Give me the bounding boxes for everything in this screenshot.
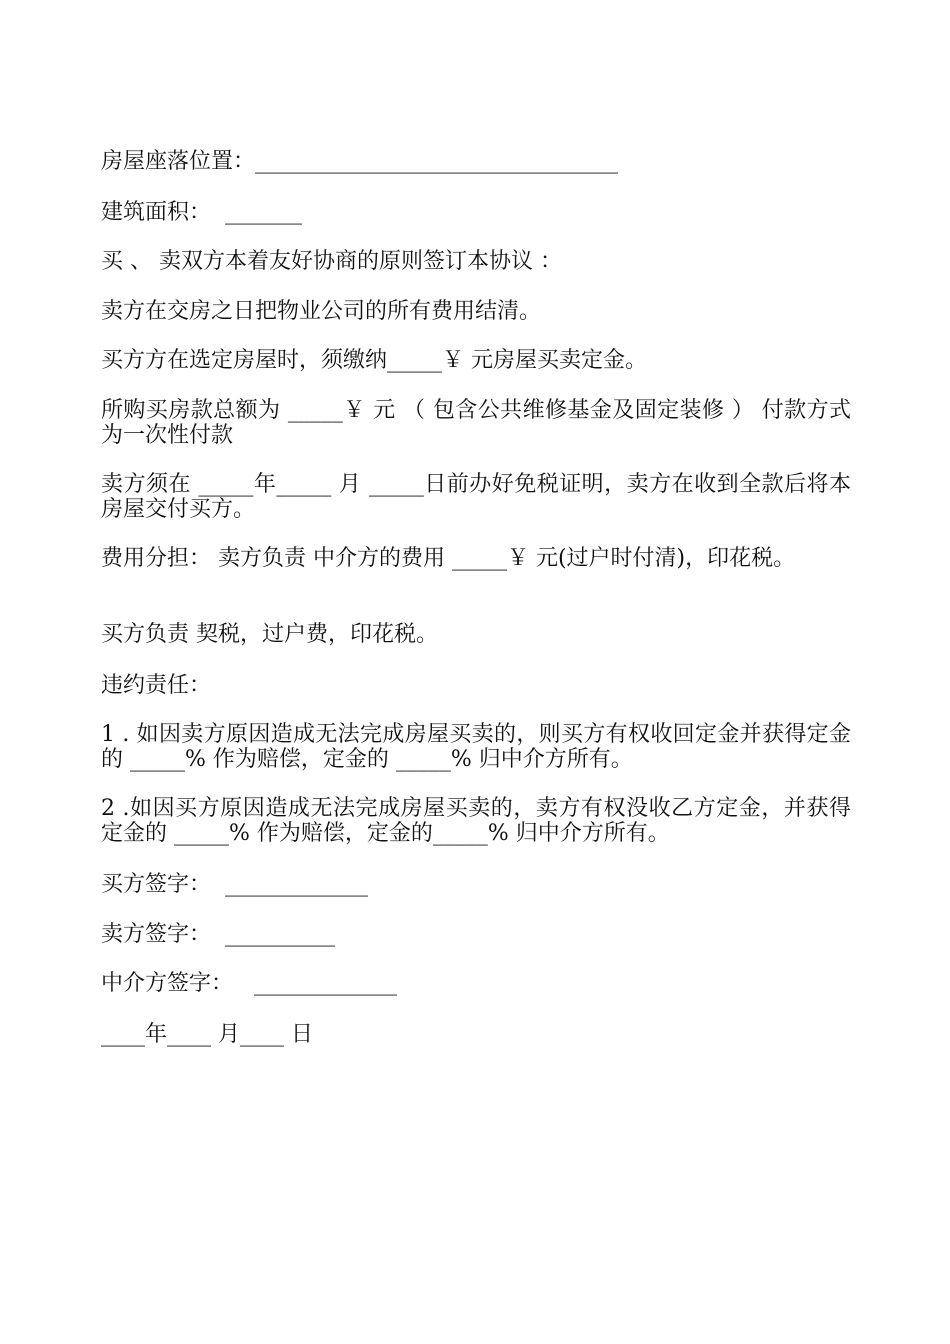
- total-payment-line: 所购买房款总额为 _____￥ 元 （ 包含公共维修基金及固定装修 ） 付款方式为一次性付款: [101, 398, 851, 448]
- buyer-signature-line: 买方签字： _____________: [101, 872, 368, 897]
- seller-signature-line: 卖方签字： __________: [101, 922, 335, 947]
- agreement-principle-line: 买 、 卖双方本着友好协商的原则签订本协议 ：: [101, 249, 562, 274]
- buyer-cost-line: 买方负责 契税，过户费，印花税。: [101, 622, 438, 647]
- seller-settlement-line: 卖方在交房之日把物业公司的所有费用结清。: [101, 299, 542, 324]
- date-line: ____年____ 月____ 日: [101, 1022, 313, 1047]
- cost-sharing-line: 费用分担： 卖方负责 中介方的费用 _____￥ 元(过户时付清)，印花税。: [101, 546, 796, 571]
- building-area-line: 建筑面积： _______: [101, 200, 302, 225]
- liability-item-2: 2 .如因买方原因造成无法完成房屋买卖的，卖方有权没收乙方定金，并获得定金的 _____% 作为赔偿，定金的_____% 归中介方所有。: [101, 796, 851, 846]
- deposit-line: 买方方在选定房屋时，须缴纳_____￥ 元房屋买卖定金。: [101, 348, 647, 373]
- liability-item-1: 1 . 如因卖方原因造成无法完成房屋买卖的，则买方有权收回定金并获得定金的 _____% 作为赔偿，定金的 _____% 归中介方所有。: [101, 722, 851, 772]
- liability-heading: 违约责任：: [101, 673, 212, 698]
- agent-signature-line: 中介方签字： _____________: [101, 971, 397, 996]
- property-location-line: 房屋座落位置：_________________________________: [101, 149, 619, 174]
- tax-certificate-line: 卖方须在 _____年_____ 月 _____日前办好免税证明，卖方在收到全款后将本房屋交付买方。: [101, 472, 851, 522]
